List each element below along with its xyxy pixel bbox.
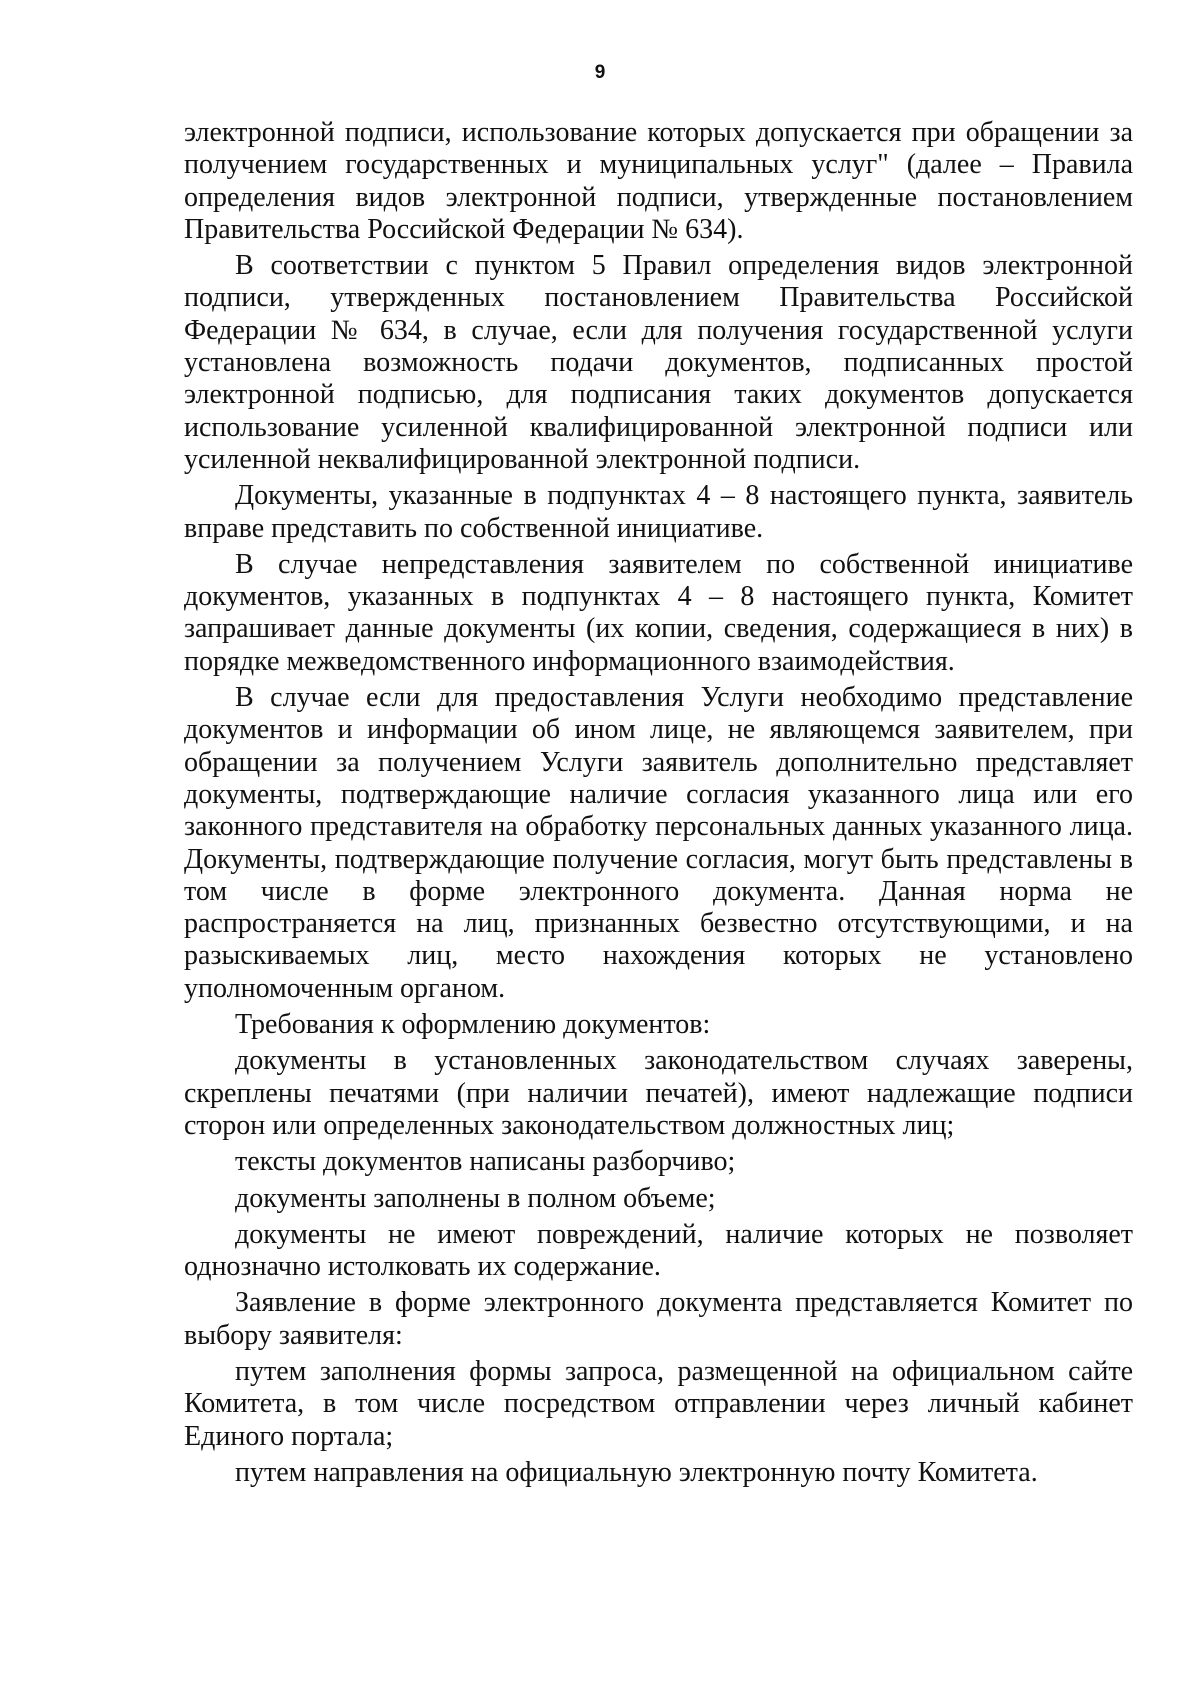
paragraph: В случае если для предоставления Услуги необходимо представление документов и информации об ином лице, не являющемся заявителем, при обращении за получением Услуги заявитель дополнительно представляет документы, подтверждающие наличие согласия указанного лица или его законного представителя на обработку персональных данных указанного лица. Документы, подтверждающие получение согласия, могут быть представлены в том числе в форме электронного документа. Данная норма не распространяется на лиц, признанных безвестно отсутствующими, и на разыскиваемых лиц, место нахождения которых не установлено уполномоченным органом. (184, 682, 1133, 1004)
paragraph: документы не имеют повреждений, наличие которых не позволяет однозначно истолковать их содержание. (184, 1218, 1133, 1283)
page-number: 9 (594, 62, 606, 83)
paragraph: документы в установленных законодательством случаях заверены, скреплены печатями (при наличии печатей), имеют надлежащие подписи сторон или определенных законодательством должностных лиц; (184, 1045, 1133, 1141)
paragraph: путем направления на официальную электронную почту Комитета. (235, 1456, 1038, 1488)
paragraph: В соответствии с пунктом 5 Правил определения видов электронной подписи, утвержденных постановлением Правительства Российской Федерации № 634, в случае, если для получения государственной услуги установлена возможность подачи документов, подписанных простой электронной подписью, для подписания таких документов допускается использование усиленной квалифицированной электронной подписи или усиленной неквалифицированной электронной подписи. (184, 250, 1133, 475)
paragraph: электронной подписи, использование которых допускается при обращении за получением государственных и муниципальных услуг" (далее – Правила определения видов электронной подписи, утвержденные постановлением Правительства Российской Федерации № 634). (184, 117, 1133, 245)
paragraph: Требования к оформлению документов: (235, 1009, 711, 1041)
paragraph: путем заполнения формы запроса, размещенной на официальном сайте Комитета, в том числе посредством отправлении через личный кабинет Единого портала; (184, 1355, 1133, 1452)
paragraph: документы заполнены в полном объеме; (235, 1182, 716, 1214)
document-body (184, 117, 1133, 1493)
paragraph: Документы, указанные в подпунктах 4 – 8 настоящего пункта, заявитель вправе представить по собственной инициативе. (184, 480, 1133, 544)
paragraph: В случае непредставления заявителем по собственной инициативе документов, указанных в подпунктах 4 – 8 настоящего пункта, Комитет запрашивает данные документы (их копии, сведения, содержащиеся в них) в порядке межведомственного информационного взаимодействия. (184, 548, 1133, 677)
paragraph: тексты документов написаны разборчиво; (235, 1146, 736, 1178)
paragraph: Заявление в форме электронного документа представляется Комитет по выбору заявителя: (184, 1287, 1133, 1351)
